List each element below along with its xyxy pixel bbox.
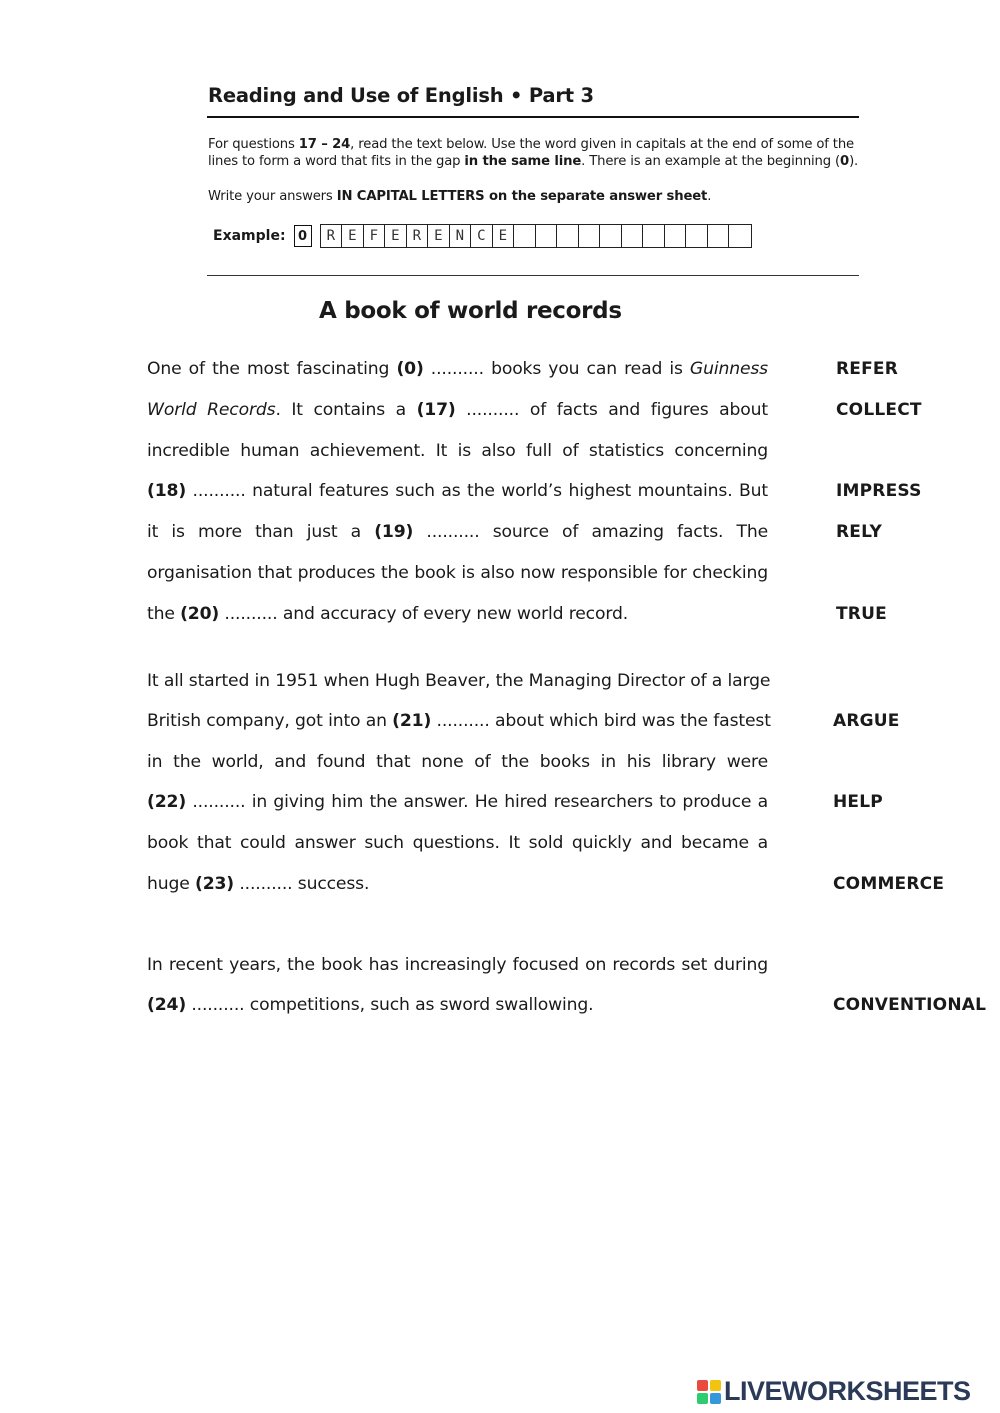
answer-cell[interactable]	[729, 225, 751, 247]
passage-text: .......... of facts and figures about	[455, 400, 768, 420]
instructions-line-3	[208, 188, 868, 206]
keyword-rely: RELY	[836, 522, 882, 542]
answer-cell[interactable]: R	[407, 225, 429, 247]
answer-cell[interactable]: R	[321, 225, 343, 247]
passage-line	[147, 749, 768, 775]
answer-cell[interactable]: E	[385, 225, 407, 247]
passage-text: .......... natural features such as the world’s highest mountains. But	[186, 481, 768, 501]
passage-text: huge	[147, 874, 195, 894]
answer-cell[interactable]	[536, 225, 558, 247]
passage-line	[147, 438, 768, 464]
keyword-conventional: CONVENTIONAL	[833, 995, 987, 1015]
document-title: A book of world records	[319, 298, 622, 324]
passage-text: In recent years, the book has increasingly focused on records set during	[147, 955, 768, 975]
passage-text: .......... success.	[234, 874, 370, 894]
section-title: Reading and Use of English • Part 3	[208, 84, 594, 107]
passage-text: the	[147, 604, 181, 624]
gap-number[interactable]: (21)	[392, 711, 432, 731]
gap-number[interactable]: (22)	[147, 792, 187, 812]
answer-cell[interactable]	[665, 225, 687, 247]
gap-number[interactable]: (19)	[374, 522, 414, 542]
logo-text: LIVEWORKSHEETS	[724, 1376, 971, 1406]
passage-line	[147, 560, 768, 586]
answer-cell[interactable]: E	[493, 225, 515, 247]
gap-number[interactable]: (17)	[416, 400, 456, 420]
keyword-help: HELP	[833, 792, 883, 812]
passage-text: book that could answer such questions. It sold quickly and became a	[147, 833, 768, 853]
example-label: Example:	[213, 228, 286, 244]
passage-line	[147, 992, 593, 1018]
answer-cell[interactable]: E	[342, 225, 364, 247]
answer-cell[interactable]: E	[428, 225, 450, 247]
instructions-line-2	[208, 153, 868, 171]
passage-text: .......... in giving him the answer. He hired researchers to produce a	[186, 792, 768, 812]
passage-line	[147, 478, 768, 504]
keyword-commerce: COMMERCE	[833, 874, 945, 894]
instr-bold: 17 – 24	[298, 137, 351, 152]
gap-number[interactable]: (20)	[180, 604, 220, 624]
instructions-line-1	[208, 136, 868, 154]
instr-text: Write your answers	[208, 189, 337, 204]
answer-cell[interactable]	[579, 225, 601, 247]
liveworksheets-logo	[697, 1376, 971, 1407]
keyword-impress: IMPRESS	[836, 481, 922, 501]
keyword-collect: COLLECT	[836, 400, 922, 420]
passage-text: One of the most fascinating	[147, 359, 397, 379]
passage-line	[147, 519, 768, 545]
divider-rule	[207, 275, 859, 276]
passage-line	[147, 952, 768, 978]
gap-number[interactable]: (18)	[147, 481, 187, 501]
passage-line	[147, 668, 771, 694]
answer-cell[interactable]: C	[471, 225, 493, 247]
gap-number[interactable]: (24)	[147, 995, 187, 1015]
passage-text: . It contains a	[275, 400, 417, 420]
logo-square	[710, 1393, 721, 1404]
keyword-true: TRUE	[836, 604, 887, 624]
instr-bold: 0	[840, 154, 850, 169]
passage-text: it is more than just a	[147, 522, 375, 542]
passage-line	[147, 397, 768, 423]
italic-text: World Records	[147, 400, 276, 420]
answer-cell[interactable]	[708, 225, 730, 247]
passage-text: .......... and accuracy of every new world record.	[219, 604, 629, 624]
gap-number[interactable]: (0)	[396, 359, 424, 379]
passage-line	[147, 601, 628, 627]
answer-cell[interactable]	[514, 225, 536, 247]
answer-cell[interactable]	[622, 225, 644, 247]
passage-text: incredible human achievement. It is also full of statistics concerning	[147, 441, 768, 461]
passage-text: .......... source of amazing facts. The	[413, 522, 768, 542]
instr-text: For questions	[208, 137, 299, 152]
passage-text: in the world, and found that none of the books in his library were	[147, 752, 768, 772]
passage-line	[147, 789, 768, 815]
example-answer-cells	[320, 224, 752, 248]
passage-line	[147, 356, 768, 382]
passage-text: .......... about which bird was the fastest	[431, 711, 771, 731]
instr-text: , read the text below. Use the word given in capitals at the end of some of the	[350, 137, 855, 152]
gap-number[interactable]: (23)	[194, 874, 235, 894]
example-row	[213, 224, 752, 248]
answer-cell[interactable]	[557, 225, 579, 247]
instr-bold: IN CAPITAL LETTERS on the separate answer sheet	[336, 189, 708, 204]
keyword-refer: REFER	[836, 359, 899, 379]
logo-square	[710, 1380, 721, 1391]
passage-text: .......... books you can read is	[423, 359, 690, 379]
example-number-box: 0	[294, 225, 312, 247]
header-rule	[207, 116, 859, 118]
instr-text: lines to form a word that fits in the gap	[208, 154, 465, 169]
instr-text: ).	[849, 154, 859, 169]
passage-text: British company, got into an	[147, 711, 393, 731]
passage-line	[147, 708, 771, 734]
passage-text: organisation that produces the book is also now responsible for checking	[147, 563, 768, 583]
logo-square	[697, 1393, 708, 1404]
instr-bold: in the same line	[464, 154, 582, 169]
answer-cell[interactable]	[600, 225, 622, 247]
answer-cell[interactable]	[643, 225, 665, 247]
answer-cell[interactable]	[686, 225, 708, 247]
answer-cell[interactable]: N	[450, 225, 472, 247]
answer-cell[interactable]: F	[364, 225, 386, 247]
logo-square	[697, 1380, 708, 1391]
instr-text: .	[707, 189, 712, 204]
instr-text: . There is an example at the beginning (	[581, 154, 841, 169]
italic-text: Guinness	[689, 359, 768, 379]
logo-mark-icon	[697, 1380, 721, 1404]
passage-line	[147, 871, 369, 897]
passage-text: It all started in 1951 when Hugh Beaver, the Managing Director of a large	[147, 671, 771, 691]
keyword-argue: ARGUE	[833, 711, 900, 731]
passage-text: .......... competitions, such as sword swallowing.	[186, 995, 594, 1015]
passage-line	[147, 830, 768, 856]
